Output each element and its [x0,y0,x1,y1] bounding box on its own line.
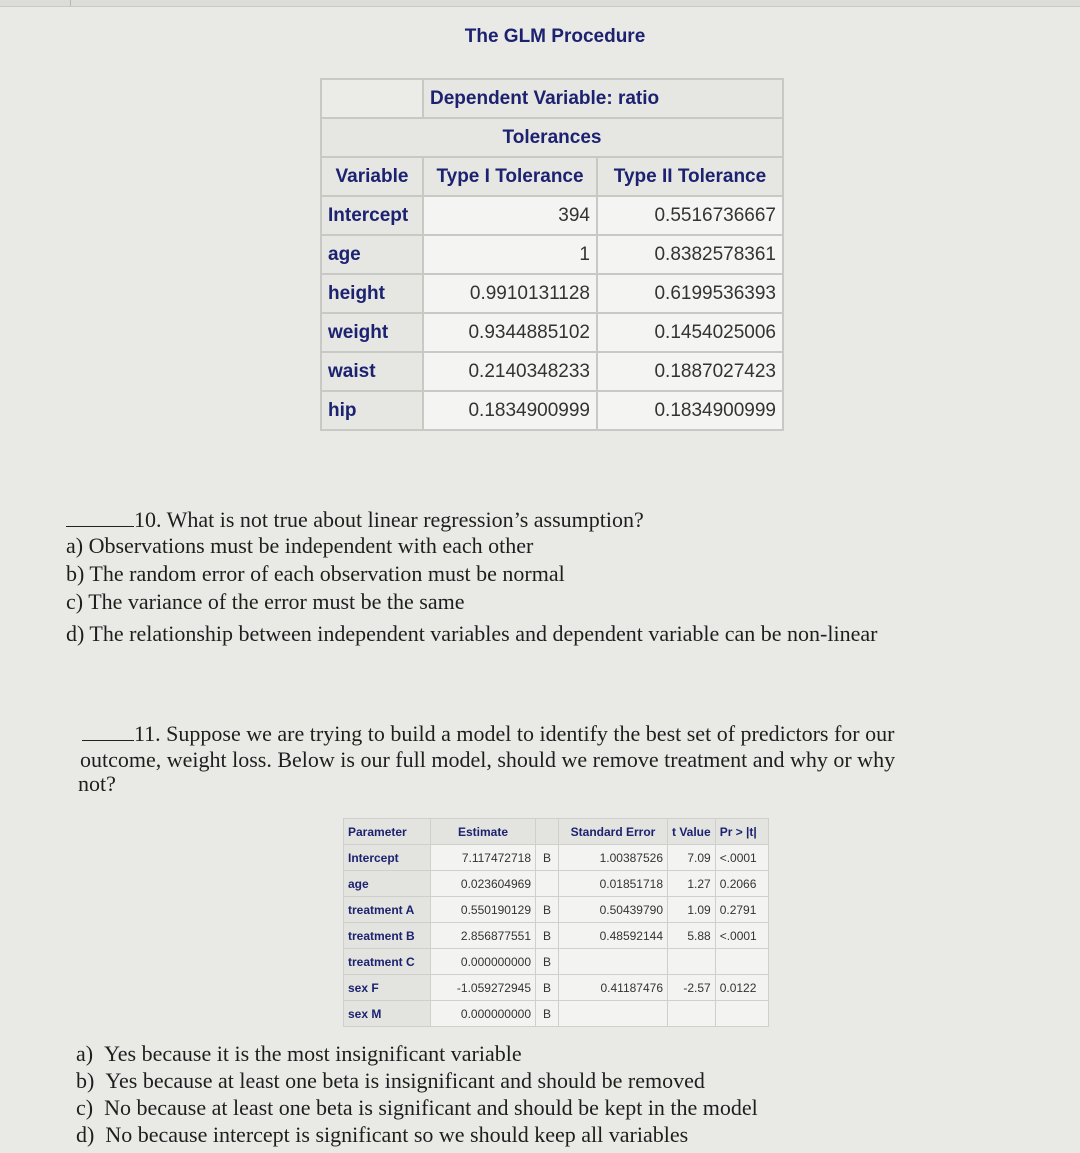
type2-value: 0.5516736667 [597,196,783,235]
glm-title: The GLM Procedure [464,26,646,47]
tolerances-caption: Tolerances [321,118,783,157]
std-error-value [559,1001,668,1027]
type1-value: 394 [423,196,597,235]
question-11 [82,720,894,747]
t-value [668,1001,716,1027]
table-row [344,1001,769,1027]
q10-option-a: a) Observations must be independent with each other [66,533,534,558]
question-11-line2: outcome, weight loss. Below is our full model, should we remove treatment and why or why [80,747,896,772]
col-header-p-value: Pr > |t| [715,819,768,845]
type1-value: 1 [423,235,597,274]
col-header-type2: Type II Tolerance [597,157,783,196]
param-label: sex F [344,975,431,1001]
table-row [344,975,769,1001]
estimate-flag: B [536,923,559,949]
type2-value: 0.1887027423 [597,352,783,391]
table-row [344,845,769,871]
p-value [715,949,768,975]
table-row [321,391,783,430]
t-value: 1.09 [668,897,716,923]
row-label: waist [321,352,423,391]
p-value: 0.2066 [715,871,768,897]
answer-blank [66,512,134,527]
q11-option-c [76,1094,758,1121]
std-error-value: 0.48592144 [559,923,668,949]
t-value: -2.57 [668,975,716,1001]
option-letter: b) [76,1068,95,1093]
t-value: 1.27 [668,871,716,897]
tolerances-table [320,78,784,431]
question-11-line3: not? [78,771,116,796]
col-header-std-error: Standard Error [559,819,668,845]
col-header-flag [536,819,559,845]
type1-value: 0.1834900999 [423,391,597,430]
p-value: 0.0122 [715,975,768,1001]
top-left-cell [0,0,71,6]
estimate-value: -1.059272945 [431,975,536,1001]
param-label: treatment B [344,923,431,949]
table-row [344,871,769,897]
tol-blank-cell [321,79,423,118]
type2-value: 0.1834900999 [597,391,783,430]
p-value: <.0001 [715,923,768,949]
col-header-type1: Type I Tolerance [423,157,597,196]
q10-option-d: d) The relationship between independent variables and dependent variable can be non-linear [66,621,878,646]
row-label: weight [321,313,423,352]
type1-value: 0.9344885102 [423,313,597,352]
estimate-flag: B [536,1001,559,1027]
estimate-value: 0.023604969 [431,871,536,897]
option-text: No because intercept is significant so we should keep all variables [105,1122,689,1147]
row-label: height [321,274,423,313]
t-value: 5.88 [668,923,716,949]
estimate-value: 0.550190129 [431,897,536,923]
question-10 [66,506,644,533]
param-label: treatment C [344,949,431,975]
table-row [321,274,783,313]
p-value: <.0001 [715,845,768,871]
table-row [344,923,769,949]
q11-option-a [76,1040,522,1067]
option-text: Yes because it is the most insignificant variable [104,1041,522,1066]
type1-value: 0.9910131128 [423,274,597,313]
param-label: Intercept [344,845,431,871]
param-label: age [344,871,431,897]
type2-value: 0.6199536393 [597,274,783,313]
estimate-value: 0.000000000 [431,1001,536,1027]
option-text: No because at least one beta is significant and should be kept in the model [104,1095,758,1120]
q11-option-d [76,1121,688,1148]
t-value: 7.09 [668,845,716,871]
row-label: hip [321,391,423,430]
row-label: Intercept [321,196,423,235]
std-error-value: 1.00387526 [559,845,668,871]
dependent-variable-header: Dependent Variable: ratio [423,79,783,118]
col-header-variable: Variable [321,157,423,196]
estimate-value: 7.117472718 [431,845,536,871]
std-error-value: 0.50439790 [559,897,668,923]
estimate-flag: B [536,949,559,975]
type2-value: 0.8382578361 [597,235,783,274]
estimate-value: 0.000000000 [431,949,536,975]
estimate-value: 2.856877551 [431,923,536,949]
estimate-flag: B [536,897,559,923]
col-header-estimate: Estimate [431,819,536,845]
col-header-t-value: t Value [668,819,716,845]
col-header-parameter: Parameter [344,819,431,845]
question-11-line1: 11. Suppose we are trying to build a model to identify the best set of predictors for our [134,721,895,746]
q11-option-b [76,1067,705,1094]
window-top-edge [0,0,1080,7]
p-value [715,1001,768,1027]
table-row [344,897,769,923]
estimate-flag: B [536,845,559,871]
answer-blank [82,726,134,741]
std-error-value [559,949,668,975]
option-letter: a) [76,1041,94,1066]
option-letter: c) [76,1095,94,1120]
q10-option-c: c) The variance of the error must be the same [66,589,465,614]
option-text: Yes because at least one beta is insignificant and should be removed [105,1068,705,1093]
estimate-flag: B [536,975,559,1001]
estimate-flag [536,871,559,897]
std-error-value: 0.41187476 [559,975,668,1001]
type2-value: 0.1454025006 [597,313,783,352]
table-row [344,949,769,975]
parameter-estimates-table [343,818,769,1027]
p-value: 0.2791 [715,897,768,923]
table-row [321,352,783,391]
table-row [321,313,783,352]
type1-value: 0.2140348233 [423,352,597,391]
std-error-value: 0.01851718 [559,871,668,897]
table-row [321,235,783,274]
t-value [668,949,716,975]
row-label: age [321,235,423,274]
param-label: treatment A [344,897,431,923]
q10-option-b: b) The random error of each observation must be normal [66,561,565,586]
table-row [321,196,783,235]
question-10-text: 10. What is not true about linear regression’s assumption? [134,507,644,532]
option-letter: d) [76,1122,95,1147]
param-label: sex M [344,1001,431,1027]
